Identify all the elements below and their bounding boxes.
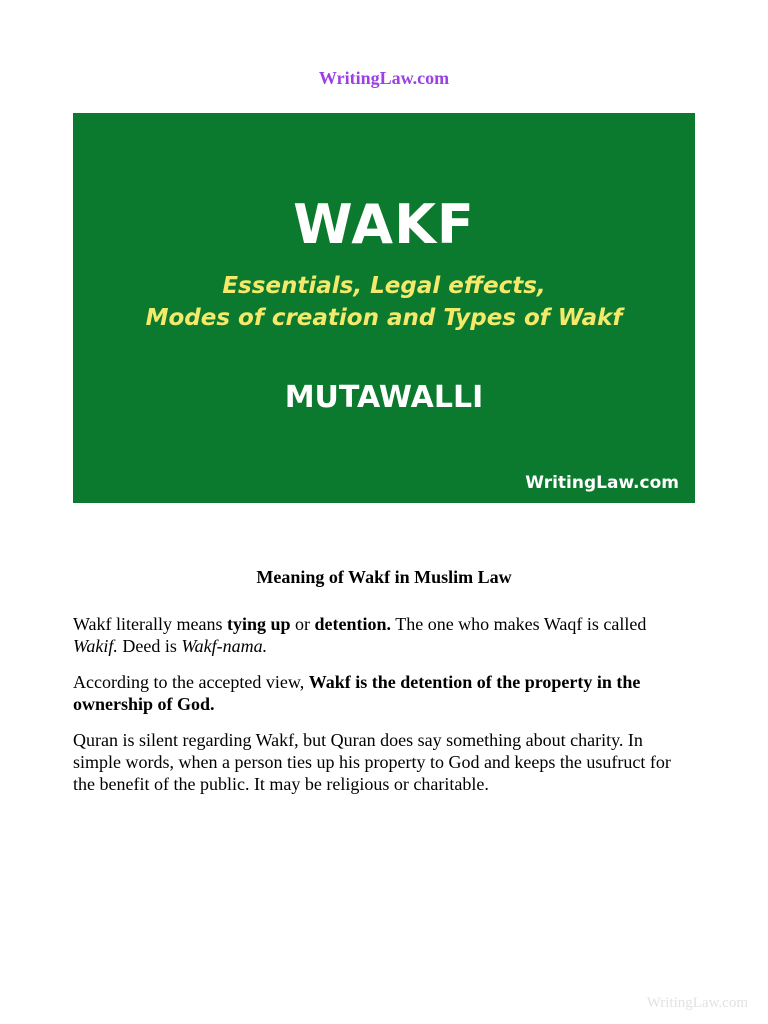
banner-heading-mutawalli: MUTAWALLI: [284, 380, 484, 415]
banner-subtitle-line2: Modes of creation and Types of Wakf: [145, 305, 623, 331]
footer-watermark: WritingLaw.com: [646, 995, 748, 1011]
p1-text-4: Deed is: [117, 636, 182, 656]
p3-text-1: Quran is silent regarding Wakf, but Quran does say something about charity. In simple words, when a person ties up his property to God and keeps the usufruct for the benefit of the public. It may be religious or charitable.: [73, 730, 671, 794]
paragraph-meaning: [73, 613, 695, 657]
p1-text-3: The one who makes Waqf is called: [391, 614, 647, 634]
p1-bold-tying-up: tying up: [227, 614, 291, 634]
p1-text-1: Wakf literally means: [73, 614, 227, 634]
paragraph-quran: [73, 729, 695, 795]
p1-text-2: or: [290, 614, 315, 634]
section-heading: Meaning of Wakf in Muslim Law: [256, 567, 512, 587]
banner-title: WAKF: [293, 193, 475, 256]
banner-subtitle-line1: Essentials, Legal effects,: [222, 273, 546, 299]
p1-italic-wakf-nama: Wakf-nama.: [181, 636, 268, 656]
banner-watermark: WritingLaw.com: [525, 473, 679, 493]
banner-subtitle: [73, 270, 695, 334]
paragraph-accepted-view: [73, 671, 695, 715]
banner-image: [73, 113, 695, 503]
p1-bold-detention: detention.: [314, 614, 392, 634]
site-link[interactable]: WritingLaw.com: [318, 68, 450, 88]
p1-italic-wakif: Wakif.: [73, 636, 118, 656]
p2-bold-definition: Wakf is the detention of the property in the ownership of God.: [73, 672, 641, 714]
p2-text-1: According to the accepted view,: [73, 672, 309, 692]
article-content: [73, 564, 695, 809]
